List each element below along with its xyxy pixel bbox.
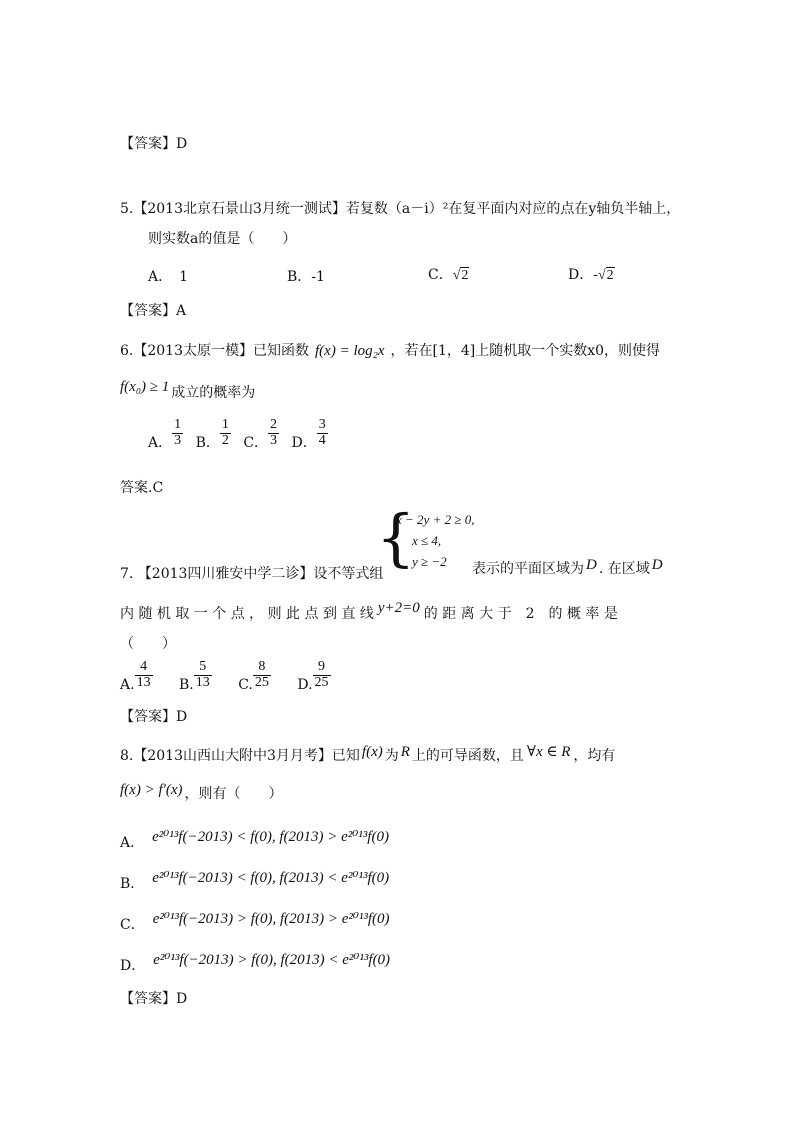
q8-option-b: B． e²⁰¹³f(−2013) < f(0), f(2013) < e²⁰¹³f(0) [120,870,390,892]
q5-option-a: A． 1 [148,269,189,285]
q6-function: f(x) = log₂x [315,343,385,359]
q7-system-line1: x − 2y + 2 ≥ 0, [396,512,475,527]
q7-brace: { [376,501,416,574]
q7-line-equation: y+2=0 [377,600,420,616]
q7-option-c: C. $\frac{8}{25}$ [238,659,269,694]
q6-option-d: D． $\frac{3}{4}$ [291,417,326,452]
q7-stem-prefix: 7. 【2013四川雅安中学二诊】设不等式组 [120,566,384,582]
q8-answer: 【答案】D [120,991,188,1007]
q8-stem-line1: 8.【2013山西山大附中3月月考】已知 f(x) 为 R 上的可导函数，且 ∀x ∈ R ，均有 [120,744,616,764]
q5-option-b: B．-1 [287,269,325,285]
q8-stem-line2: f(x) > f′(x) ，则有（ ） [120,782,283,802]
q5-stem-line2: 则实数a的值是（ ） [148,231,297,247]
q6-condition: f(x₀) ≥ 1 [120,379,170,395]
sqrt-sign: √2 [597,268,614,283]
q8-option-d: D． e²⁰¹³f(−2013) > f(0), f(2013) < e²⁰¹³f(0) [120,952,391,974]
q8-condition: f(x) > f′(x) [120,782,183,798]
q6-answer: 答案.C [120,480,164,496]
q5-option-c: C．√2 [428,267,469,283]
q5-answer: 【答案】A [120,303,187,319]
q8-option-c: C． e²⁰¹³f(−2013) > f(0), f(2013) > e²⁰¹³f(0) [120,911,390,933]
q6-options [148,417,328,452]
q7-system-line3: y ≥ −2 [412,554,447,569]
q5-option-d: D．-√2 [568,267,614,283]
answer-prev: 【答案】D [120,136,188,152]
sqrt-sign: √2 [452,268,469,283]
q7-options [120,659,331,694]
q7-option-a: A. $\frac{4}{13}$ [120,659,151,694]
q7-option-b: B. $\frac{5}{13}$ [179,659,210,694]
q7-option-d: D. $\frac{9}{25}$ [297,659,329,694]
q7-answer: 【答案】D [120,709,188,725]
q6-option-b: B． $\frac{1}{2}$ [195,417,229,452]
q7-stem-suffix: 表示的平面区域为 D . 在区域 D [472,557,663,577]
q6-stem-line2: f(x₀) ≥ 1 成立的概率为 [120,379,256,401]
q7-paren: （ ） [120,636,176,652]
q6-stem-line1: 6.【2013太原一模】已知函数 f(x) = log₂x ，若在[1，4]上随机取一个实数x0，则使得 [120,343,661,359]
q7-stem-line2: 内 随 机 取 一 个 点 ， 则 此 点 到 直 线 y+2=0 的 距 离 大 于 2 的 概 率 是 [120,600,618,622]
q6-option-a: A． $\frac{1}{3}$ [148,417,182,452]
q8-option-a: A． e²⁰¹³f(−2013) < f(0), f(2013) > e²⁰¹³f(0) [120,829,389,851]
q6-option-c: C． $\frac{2}{3}$ [243,417,278,452]
q7-system-line2: x ≤ 4, [412,533,442,548]
q5-stem-line1: 5.【2013北京石景山3月统一测试】若复数（a－i）²在复平面内对应的点在y轴负半轴上， [120,201,681,217]
